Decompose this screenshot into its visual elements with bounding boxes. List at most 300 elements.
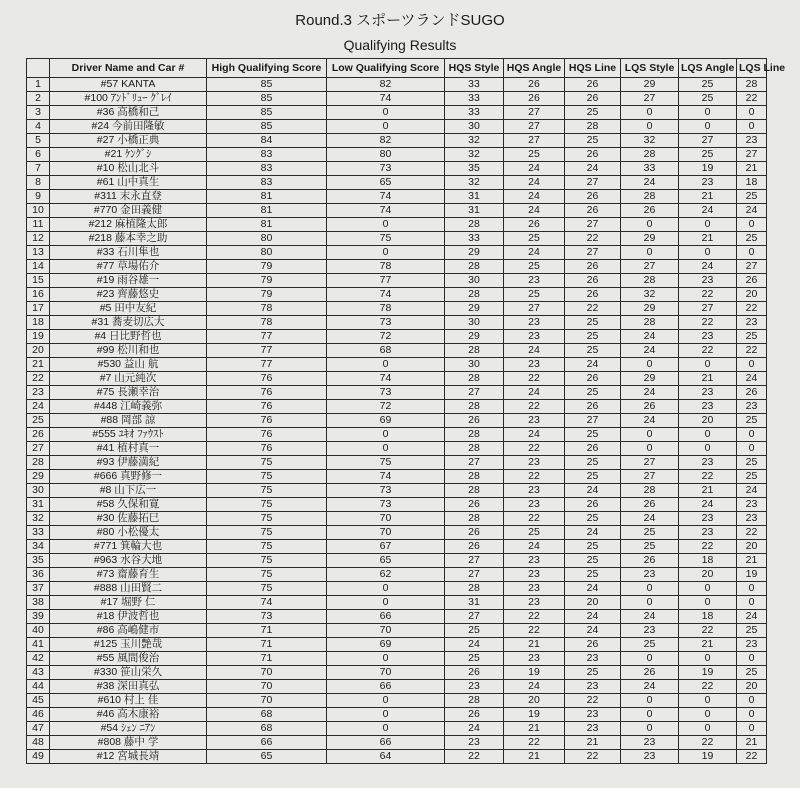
cell-index: 38 <box>27 596 50 610</box>
cell-index: 26 <box>27 428 50 442</box>
cell-lqs-style: 0 <box>621 246 679 260</box>
cell-high-qualifying-score: 75 <box>207 470 327 484</box>
cell-hqs-angle: 27 <box>504 120 565 134</box>
cell-lqs-style: 23 <box>621 750 679 764</box>
cell-driver-name: #38 深田真弘 <box>50 680 207 694</box>
cell-hqs-style: 33 <box>445 232 504 246</box>
cell-hqs-style: 32 <box>445 176 504 190</box>
cell-index: 6 <box>27 148 50 162</box>
cell-lqs-line: 25 <box>737 330 767 344</box>
cell-lqs-line: 24 <box>737 610 767 624</box>
cell-hqs-angle: 21 <box>504 638 565 652</box>
cell-hqs-style: 30 <box>445 316 504 330</box>
cell-lqs-angle: 0 <box>679 218 737 232</box>
cell-index: 34 <box>27 540 50 554</box>
cell-hqs-angle: 26 <box>504 78 565 92</box>
cell-low-qualifying-score: 78 <box>327 260 445 274</box>
cell-lqs-line: 26 <box>737 386 767 400</box>
cell-driver-name: #73 齋藤育生 <box>50 568 207 582</box>
table-row <box>27 456 767 470</box>
cell-index: 20 <box>27 344 50 358</box>
cell-lqs-angle: 27 <box>679 134 737 148</box>
table-row <box>27 624 767 638</box>
page-subtitle: Qualifying Results <box>343 37 457 53</box>
cell-driver-name: #75 長瀬幸治 <box>50 386 207 400</box>
cell-lqs-line: 24 <box>737 372 767 386</box>
cell-lqs-angle: 24 <box>679 498 737 512</box>
cell-low-qualifying-score: 70 <box>327 526 445 540</box>
cell-hqs-line: 24 <box>565 358 621 372</box>
cell-lqs-style: 28 <box>621 484 679 498</box>
cell-hqs-line: 24 <box>565 484 621 498</box>
cell-driver-name: #21 ｹﾝｸﾞｼ <box>50 148 207 162</box>
table-row <box>27 666 767 680</box>
cell-index: 35 <box>27 554 50 568</box>
cell-lqs-line: 0 <box>737 428 767 442</box>
table-row <box>27 596 767 610</box>
cell-lqs-style: 0 <box>621 120 679 134</box>
cell-hqs-line: 26 <box>565 498 621 512</box>
cell-hqs-style: 28 <box>445 582 504 596</box>
cell-index: 46 <box>27 708 50 722</box>
cell-lqs-style: 26 <box>621 400 679 414</box>
cell-lqs-angle: 0 <box>679 358 737 372</box>
cell-hqs-style: 30 <box>445 274 504 288</box>
cell-driver-name: #36 高橋和己 <box>50 106 207 120</box>
cell-hqs-angle: 22 <box>504 400 565 414</box>
cell-hqs-style: 31 <box>445 596 504 610</box>
table-header-row <box>27 59 767 78</box>
cell-driver-name: #77 草場佑介 <box>50 260 207 274</box>
cell-driver-name: #80 小松優太 <box>50 526 207 540</box>
cell-hqs-angle: 23 <box>504 596 565 610</box>
cell-lqs-line: 23 <box>737 400 767 414</box>
table-row <box>27 302 767 316</box>
cell-index: 13 <box>27 246 50 260</box>
cell-lqs-style: 25 <box>621 638 679 652</box>
table-row <box>27 680 767 694</box>
cell-driver-name: #23 齊藤悠史 <box>50 288 207 302</box>
cell-index: 7 <box>27 162 50 176</box>
cell-high-qualifying-score: 71 <box>207 652 327 666</box>
cell-driver-name: #963 水谷大地 <box>50 554 207 568</box>
cell-hqs-style: 26 <box>445 666 504 680</box>
cell-hqs-line: 25 <box>565 470 621 484</box>
table-row <box>27 274 767 288</box>
cell-lqs-line: 22 <box>737 344 767 358</box>
cell-hqs-angle: 23 <box>504 358 565 372</box>
cell-hqs-style: 25 <box>445 624 504 638</box>
cell-hqs-angle: 24 <box>504 344 565 358</box>
cell-driver-name: #125 玉川艶哉 <box>50 638 207 652</box>
cell-high-qualifying-score: 70 <box>207 666 327 680</box>
cell-high-qualifying-score: 75 <box>207 512 327 526</box>
cell-index: 1 <box>27 78 50 92</box>
cell-low-qualifying-score: 0 <box>327 708 445 722</box>
cell-hqs-style: 28 <box>445 372 504 386</box>
table-row <box>27 638 767 652</box>
cell-lqs-line: 22 <box>737 526 767 540</box>
cell-hqs-style: 26 <box>445 526 504 540</box>
cell-hqs-style: 28 <box>445 428 504 442</box>
table-row <box>27 652 767 666</box>
cell-lqs-line: 20 <box>737 288 767 302</box>
cell-driver-name: #311 末永直登 <box>50 190 207 204</box>
cell-driver-name: #10 松山北斗 <box>50 162 207 176</box>
cell-lqs-style: 0 <box>621 722 679 736</box>
cell-low-qualifying-score: 0 <box>327 218 445 232</box>
cell-lqs-line: 23 <box>737 134 767 148</box>
cell-lqs-style: 24 <box>621 386 679 400</box>
cell-lqs-angle: 0 <box>679 442 737 456</box>
cell-lqs-style: 0 <box>621 708 679 722</box>
cell-low-qualifying-score: 78 <box>327 302 445 316</box>
cell-lqs-style: 24 <box>621 414 679 428</box>
cell-index: 47 <box>27 722 50 736</box>
cell-low-qualifying-score: 65 <box>327 176 445 190</box>
cell-lqs-line: 20 <box>737 540 767 554</box>
cell-hqs-style: 28 <box>445 400 504 414</box>
cell-hqs-line: 23 <box>565 652 621 666</box>
cell-driver-name: #57 KANTA <box>50 78 207 92</box>
cell-hqs-style: 27 <box>445 554 504 568</box>
cell-lqs-line: 21 <box>737 736 767 750</box>
cell-hqs-angle: 26 <box>504 92 565 106</box>
cell-hqs-line: 25 <box>565 456 621 470</box>
column-header-high-qualifying-score: High Qualifying Score <box>207 59 327 78</box>
cell-high-qualifying-score: 83 <box>207 176 327 190</box>
cell-driver-name: #212 麻植隆太郎 <box>50 218 207 232</box>
cell-hqs-angle: 21 <box>504 722 565 736</box>
cell-hqs-line: 24 <box>565 624 621 638</box>
cell-index: 39 <box>27 610 50 624</box>
column-header-index <box>27 59 50 78</box>
table-row <box>27 218 767 232</box>
cell-index: 43 <box>27 666 50 680</box>
cell-high-qualifying-score: 75 <box>207 554 327 568</box>
cell-hqs-line: 27 <box>565 218 621 232</box>
cell-lqs-style: 24 <box>621 330 679 344</box>
cell-hqs-style: 28 <box>445 288 504 302</box>
cell-driver-name: #7 山元純次 <box>50 372 207 386</box>
cell-lqs-line: 18 <box>737 176 767 190</box>
column-header-driver-name: Driver Name and Car # <box>50 59 207 78</box>
cell-hqs-line: 25 <box>565 106 621 120</box>
cell-hqs-angle: 19 <box>504 666 565 680</box>
cell-high-qualifying-score: 77 <box>207 358 327 372</box>
cell-lqs-angle: 0 <box>679 106 737 120</box>
cell-lqs-angle: 21 <box>679 372 737 386</box>
cell-low-qualifying-score: 64 <box>327 750 445 764</box>
cell-hqs-line: 26 <box>565 92 621 106</box>
cell-driver-name: #61 山中真生 <box>50 176 207 190</box>
cell-lqs-style: 24 <box>621 344 679 358</box>
cell-driver-name: #24 今前田隆敏 <box>50 120 207 134</box>
cell-lqs-style: 28 <box>621 148 679 162</box>
table-row <box>27 148 767 162</box>
cell-hqs-angle: 23 <box>504 554 565 568</box>
cell-hqs-line: 26 <box>565 288 621 302</box>
cell-low-qualifying-score: 75 <box>327 456 445 470</box>
cell-lqs-style: 0 <box>621 428 679 442</box>
table-row <box>27 260 767 274</box>
cell-hqs-style: 28 <box>445 470 504 484</box>
cell-lqs-line: 23 <box>737 316 767 330</box>
cell-lqs-line: 0 <box>737 218 767 232</box>
cell-hqs-angle: 24 <box>504 190 565 204</box>
cell-lqs-angle: 18 <box>679 554 737 568</box>
cell-hqs-angle: 27 <box>504 106 565 120</box>
cell-hqs-style: 28 <box>445 260 504 274</box>
cell-high-qualifying-score: 79 <box>207 260 327 274</box>
cell-high-qualifying-score: 74 <box>207 596 327 610</box>
table-row <box>27 736 767 750</box>
cell-hqs-line: 26 <box>565 260 621 274</box>
cell-lqs-line: 22 <box>737 302 767 316</box>
cell-high-qualifying-score: 76 <box>207 400 327 414</box>
cell-index: 42 <box>27 652 50 666</box>
cell-hqs-style: 26 <box>445 540 504 554</box>
table-row <box>27 708 767 722</box>
cell-driver-name: #888 山田賢二 <box>50 582 207 596</box>
cell-lqs-style: 26 <box>621 554 679 568</box>
cell-hqs-angle: 24 <box>504 428 565 442</box>
cell-index: 19 <box>27 330 50 344</box>
cell-driver-name: #610 村上 佳 <box>50 694 207 708</box>
table-row <box>27 288 767 302</box>
cell-low-qualifying-score: 69 <box>327 414 445 428</box>
table-row <box>27 526 767 540</box>
cell-hqs-line: 26 <box>565 190 621 204</box>
cell-low-qualifying-score: 73 <box>327 386 445 400</box>
cell-lqs-angle: 0 <box>679 722 737 736</box>
cell-hqs-style: 28 <box>445 512 504 526</box>
cell-lqs-angle: 23 <box>679 330 737 344</box>
table-row <box>27 722 767 736</box>
table-row <box>27 498 767 512</box>
cell-high-qualifying-score: 80 <box>207 246 327 260</box>
cell-low-qualifying-score: 73 <box>327 162 445 176</box>
cell-hqs-style: 28 <box>445 344 504 358</box>
cell-lqs-line: 0 <box>737 708 767 722</box>
cell-low-qualifying-score: 82 <box>327 78 445 92</box>
table-row <box>27 568 767 582</box>
cell-index: 45 <box>27 694 50 708</box>
table-row <box>27 428 767 442</box>
cell-hqs-style: 26 <box>445 708 504 722</box>
cell-index: 40 <box>27 624 50 638</box>
cell-low-qualifying-score: 0 <box>327 442 445 456</box>
cell-low-qualifying-score: 72 <box>327 400 445 414</box>
cell-hqs-angle: 24 <box>504 540 565 554</box>
cell-lqs-line: 25 <box>737 190 767 204</box>
cell-hqs-line: 25 <box>565 344 621 358</box>
table-body <box>27 78 767 764</box>
table-row <box>27 92 767 106</box>
cell-lqs-angle: 22 <box>679 624 737 638</box>
cell-lqs-angle: 23 <box>679 512 737 526</box>
cell-lqs-angle: 0 <box>679 694 737 708</box>
cell-hqs-line: 25 <box>565 386 621 400</box>
cell-driver-name: #58 久保和寛 <box>50 498 207 512</box>
cell-low-qualifying-score: 73 <box>327 498 445 512</box>
table-row <box>27 316 767 330</box>
cell-hqs-angle: 25 <box>504 148 565 162</box>
cell-hqs-line: 27 <box>565 414 621 428</box>
table-row <box>27 554 767 568</box>
cell-lqs-angle: 24 <box>679 204 737 218</box>
cell-lqs-angle: 25 <box>679 78 737 92</box>
cell-lqs-line: 0 <box>737 722 767 736</box>
cell-high-qualifying-score: 79 <box>207 274 327 288</box>
cell-low-qualifying-score: 74 <box>327 190 445 204</box>
cell-high-qualifying-score: 76 <box>207 442 327 456</box>
cell-hqs-angle: 22 <box>504 442 565 456</box>
cell-hqs-style: 28 <box>445 694 504 708</box>
cell-lqs-angle: 23 <box>679 400 737 414</box>
table-row <box>27 232 767 246</box>
cell-hqs-angle: 21 <box>504 750 565 764</box>
cell-lqs-line: 25 <box>737 624 767 638</box>
cell-high-qualifying-score: 85 <box>207 92 327 106</box>
cell-hqs-style: 27 <box>445 456 504 470</box>
table-row <box>27 582 767 596</box>
cell-hqs-angle: 20 <box>504 694 565 708</box>
cell-low-qualifying-score: 74 <box>327 288 445 302</box>
cell-high-qualifying-score: 84 <box>207 134 327 148</box>
table-row <box>27 750 767 764</box>
cell-lqs-line: 26 <box>737 274 767 288</box>
cell-hqs-line: 24 <box>565 582 621 596</box>
cell-hqs-angle: 23 <box>504 582 565 596</box>
cell-hqs-angle: 27 <box>504 134 565 148</box>
cell-hqs-style: 29 <box>445 302 504 316</box>
cell-index: 41 <box>27 638 50 652</box>
cell-lqs-angle: 18 <box>679 610 737 624</box>
cell-lqs-line: 20 <box>737 680 767 694</box>
table-row <box>27 190 767 204</box>
cell-low-qualifying-score: 82 <box>327 134 445 148</box>
table-row <box>27 610 767 624</box>
cell-hqs-style: 27 <box>445 610 504 624</box>
cell-index: 33 <box>27 526 50 540</box>
cell-lqs-style: 32 <box>621 134 679 148</box>
cell-driver-name: #41 植村真一 <box>50 442 207 456</box>
cell-hqs-angle: 23 <box>504 414 565 428</box>
cell-lqs-line: 23 <box>737 638 767 652</box>
cell-lqs-style: 27 <box>621 470 679 484</box>
cell-driver-name: #19 雨谷雄一 <box>50 274 207 288</box>
cell-hqs-angle: 25 <box>504 260 565 274</box>
cell-lqs-angle: 23 <box>679 176 737 190</box>
cell-index: 32 <box>27 512 50 526</box>
cell-driver-name: #31 蕎麦切広大 <box>50 316 207 330</box>
cell-high-qualifying-score: 73 <box>207 610 327 624</box>
cell-hqs-angle: 27 <box>504 302 565 316</box>
cell-driver-name: #5 田中友紀 <box>50 302 207 316</box>
cell-hqs-line: 26 <box>565 400 621 414</box>
cell-low-qualifying-score: 68 <box>327 344 445 358</box>
cell-high-qualifying-score: 76 <box>207 414 327 428</box>
cell-lqs-line: 19 <box>737 568 767 582</box>
cell-hqs-line: 26 <box>565 372 621 386</box>
cell-lqs-style: 24 <box>621 610 679 624</box>
cell-hqs-angle: 24 <box>504 246 565 260</box>
cell-lqs-line: 27 <box>737 148 767 162</box>
column-header-hqs-line: HQS Line <box>565 59 621 78</box>
cell-low-qualifying-score: 73 <box>327 316 445 330</box>
cell-high-qualifying-score: 68 <box>207 708 327 722</box>
cell-hqs-style: 32 <box>445 134 504 148</box>
table-row <box>27 134 767 148</box>
table-row <box>27 120 767 134</box>
cell-low-qualifying-score: 70 <box>327 624 445 638</box>
cell-hqs-style: 33 <box>445 92 504 106</box>
cell-index: 27 <box>27 442 50 456</box>
cell-lqs-line: 0 <box>737 442 767 456</box>
cell-driver-name: #30 佐藤拓巳 <box>50 512 207 526</box>
cell-hqs-style: 24 <box>445 722 504 736</box>
cell-driver-name: #808 藤中 学 <box>50 736 207 750</box>
cell-lqs-style: 28 <box>621 316 679 330</box>
cell-lqs-line: 25 <box>737 232 767 246</box>
cell-hqs-style: 24 <box>445 638 504 652</box>
cell-hqs-angle: 23 <box>504 274 565 288</box>
cell-hqs-line: 23 <box>565 722 621 736</box>
cell-hqs-line: 24 <box>565 162 621 176</box>
cell-hqs-angle: 23 <box>504 568 565 582</box>
cell-hqs-angle: 23 <box>504 652 565 666</box>
table-row <box>27 358 767 372</box>
cell-hqs-angle: 19 <box>504 708 565 722</box>
cell-index: 2 <box>27 92 50 106</box>
cell-lqs-angle: 25 <box>679 92 737 106</box>
cell-lqs-line: 0 <box>737 596 767 610</box>
cell-lqs-style: 29 <box>621 372 679 386</box>
cell-low-qualifying-score: 66 <box>327 736 445 750</box>
cell-hqs-style: 29 <box>445 330 504 344</box>
cell-lqs-angle: 22 <box>679 680 737 694</box>
cell-lqs-angle: 22 <box>679 288 737 302</box>
cell-driver-name: #218 藤本幸之助 <box>50 232 207 246</box>
cell-lqs-angle: 0 <box>679 120 737 134</box>
cell-index: 15 <box>27 274 50 288</box>
cell-high-qualifying-score: 71 <box>207 638 327 652</box>
cell-lqs-line: 0 <box>737 246 767 260</box>
table-row <box>27 78 767 92</box>
cell-low-qualifying-score: 69 <box>327 638 445 652</box>
cell-lqs-style: 0 <box>621 106 679 120</box>
table-row <box>27 330 767 344</box>
cell-lqs-angle: 20 <box>679 414 737 428</box>
table-row <box>27 344 767 358</box>
cell-low-qualifying-score: 0 <box>327 596 445 610</box>
cell-hqs-angle: 22 <box>504 372 565 386</box>
cell-low-qualifying-score: 70 <box>327 666 445 680</box>
cell-hqs-style: 28 <box>445 218 504 232</box>
cell-high-qualifying-score: 85 <box>207 78 327 92</box>
cell-hqs-line: 24 <box>565 610 621 624</box>
cell-high-qualifying-score: 66 <box>207 736 327 750</box>
cell-lqs-angle: 0 <box>679 582 737 596</box>
cell-high-qualifying-score: 78 <box>207 316 327 330</box>
cell-low-qualifying-score: 62 <box>327 568 445 582</box>
cell-lqs-angle: 19 <box>679 750 737 764</box>
cell-lqs-line: 21 <box>737 162 767 176</box>
table-row <box>27 484 767 498</box>
cell-lqs-style: 24 <box>621 176 679 190</box>
cell-driver-name: #8 山下広一 <box>50 484 207 498</box>
